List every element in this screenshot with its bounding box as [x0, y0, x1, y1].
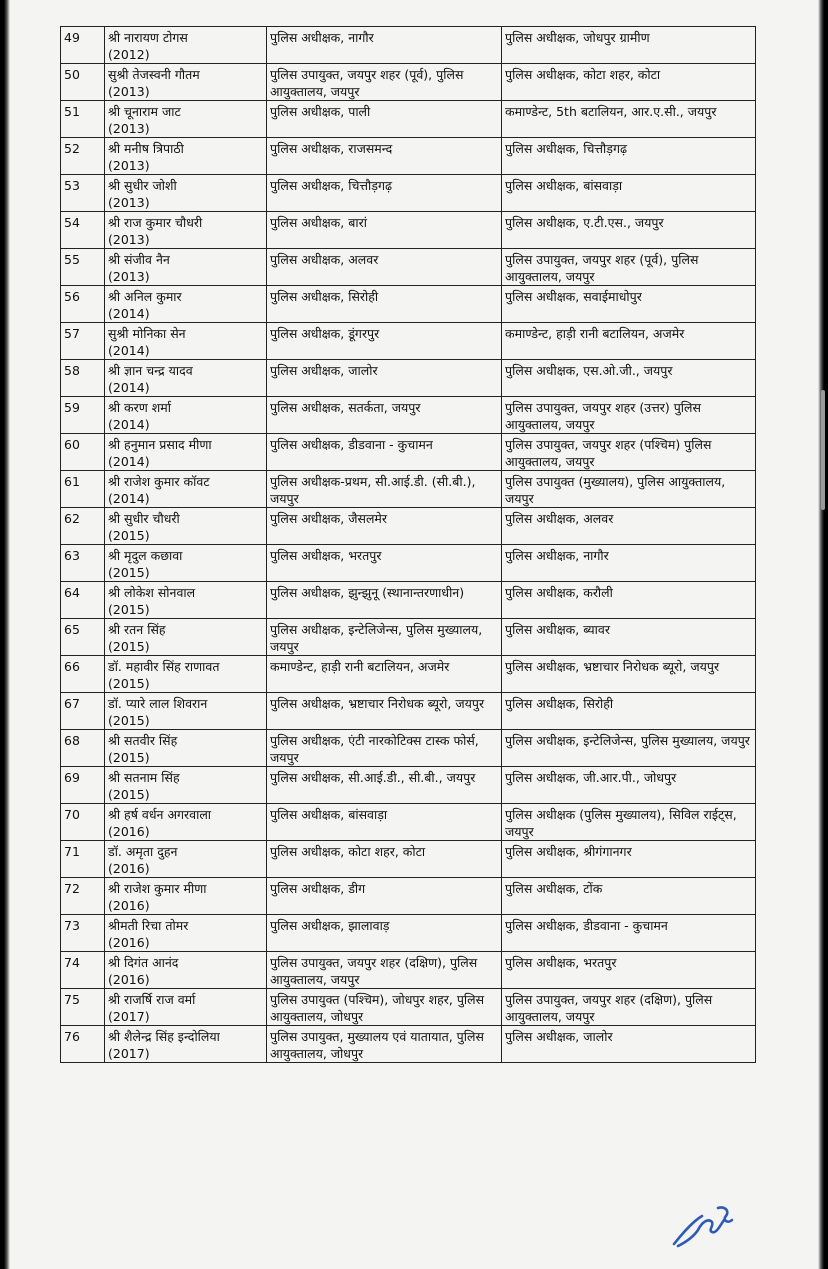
current-posting: पुलिस अधीक्षक, डीडवाना - कुचामन — [267, 434, 502, 471]
current-posting: पुलिस अधीक्षक, जालोर — [267, 360, 502, 397]
serial-number: 63 — [61, 545, 105, 582]
new-posting: पुलिस अधीक्षक (पुलिस मुख्यालय), सिविल राईट्स, जयपुर — [502, 804, 756, 841]
new-posting: पुलिस उपायुक्त, जयपुर शहर (पश्चिम) पुलिस आयुक्तालय, जयपुर — [502, 434, 756, 471]
serial-number: 76 — [61, 1026, 105, 1063]
table-row — [61, 397, 756, 434]
officer-batch: (2015) — [108, 602, 150, 617]
officer-batch: (2014) — [108, 343, 150, 358]
officer-batch: (2014) — [108, 417, 150, 432]
new-posting: पुलिस अधीक्षक, भरतपुर — [502, 952, 756, 989]
officer-batch: (2014) — [108, 306, 150, 321]
officer-name: श्री सतवीर सिंह — [108, 733, 178, 748]
officer-cell — [105, 64, 267, 101]
officer-name: सुश्री तेजस्वनी गौतम — [108, 67, 200, 82]
officer-cell — [105, 693, 267, 730]
officer-cell — [105, 360, 267, 397]
table-row — [61, 989, 756, 1026]
serial-number: 60 — [61, 434, 105, 471]
new-posting: पुलिस अधीक्षक, जी.आर.पी., जोधपुर — [502, 767, 756, 804]
transfer-table — [60, 26, 756, 1063]
new-posting: पुलिस अधीक्षक, बांसवाड़ा — [502, 175, 756, 212]
current-posting: पुलिस अधीक्षक, एंटी नारकोटिक्स टास्क फोर्स, जयपुर — [267, 730, 502, 767]
officer-cell — [105, 434, 267, 471]
table-row — [61, 471, 756, 508]
officer-batch: (2016) — [108, 898, 150, 913]
new-posting: कमाण्डेन्ट, 5th बटालियन, आर.ए.सी., जयपुर — [502, 101, 756, 138]
current-posting: पुलिस अधीक्षक, पाली — [267, 101, 502, 138]
table-row — [61, 915, 756, 952]
serial-number: 70 — [61, 804, 105, 841]
current-posting: पुलिस अधीक्षक, अलवर — [267, 249, 502, 286]
officer-cell — [105, 804, 267, 841]
current-posting: पुलिस उपायुक्त, जयपुर शहर (पूर्व), पुलिस आयुक्तालय, जयपुर — [267, 64, 502, 101]
new-posting: पुलिस अधीक्षक, एस.ओ.जी., जयपुर — [502, 360, 756, 397]
officer-cell — [105, 101, 267, 138]
officer-batch: (2015) — [108, 528, 150, 543]
serial-number: 54 — [61, 212, 105, 249]
new-posting: पुलिस अधीक्षक, चित्तौड़गढ़ — [502, 138, 756, 175]
current-posting: पुलिस अधीक्षक, इन्टेलिजेन्स, पुलिस मुख्यालय, जयपुर — [267, 619, 502, 656]
officer-batch: (2016) — [108, 861, 150, 876]
table-row — [61, 360, 756, 397]
current-posting: पुलिस अधीक्षक, भ्रष्टाचार निरोधक ब्यूरो, जयपुर — [267, 693, 502, 730]
officer-name: श्री लोकेश सोनवाल — [108, 585, 196, 600]
officer-name: श्री सतनाम सिंह — [108, 770, 180, 785]
table-row — [61, 212, 756, 249]
table-row — [61, 249, 756, 286]
serial-number: 67 — [61, 693, 105, 730]
officer-name: श्री संजीव नैन — [108, 252, 170, 267]
current-posting: पुलिस अधीक्षक, जैसलमेर — [267, 508, 502, 545]
serial-number: 58 — [61, 360, 105, 397]
officer-batch: (2012) — [108, 47, 150, 62]
officer-name: डॉ. प्यारे लाल शिवरान — [108, 696, 208, 711]
officer-batch: (2014) — [108, 380, 150, 395]
table-row — [61, 27, 756, 64]
officer-batch: (2013) — [108, 158, 150, 173]
officer-name: श्री मनीष त्रिपाठी — [108, 141, 184, 156]
current-posting: पुलिस अधीक्षक, सतर्कता, जयपुर — [267, 397, 502, 434]
new-posting: पुलिस अधीक्षक, टोंक — [502, 878, 756, 915]
officer-batch: (2015) — [108, 750, 150, 765]
table-row — [61, 101, 756, 138]
serial-number: 51 — [61, 101, 105, 138]
serial-number: 69 — [61, 767, 105, 804]
officer-name: श्री नारायण टोगस — [108, 30, 188, 45]
current-posting: पुलिस अधीक्षक, बारां — [267, 212, 502, 249]
officer-cell — [105, 767, 267, 804]
serial-number: 53 — [61, 175, 105, 212]
new-posting: पुलिस अधीक्षक, श्रीगंगानगर — [502, 841, 756, 878]
officer-cell — [105, 249, 267, 286]
serial-number: 55 — [61, 249, 105, 286]
current-posting: पुलिस अधीक्षक, भरतपुर — [267, 545, 502, 582]
current-posting: पुलिस अधीक्षक, झालावाड़ — [267, 915, 502, 952]
new-posting: पुलिस अधीक्षक, ए.टी.एस., जयपुर — [502, 212, 756, 249]
serial-number: 61 — [61, 471, 105, 508]
officer-cell — [105, 471, 267, 508]
officer-name: श्री राजेश कुमार कॉवट — [108, 474, 210, 489]
officer-name: श्री हनुमान प्रसाद मीणा — [108, 437, 212, 452]
officer-batch: (2017) — [108, 1046, 150, 1061]
current-posting: पुलिस अधीक्षक, डीग — [267, 878, 502, 915]
officer-batch: (2013) — [108, 232, 150, 247]
officer-name: श्री सुधीर चौधरी — [108, 511, 180, 526]
officer-name: श्री हर्ष वर्धन अगरवाला — [108, 807, 212, 822]
current-posting: पुलिस अधीक्षक, नागौर — [267, 27, 502, 64]
officer-batch: (2015) — [108, 676, 150, 691]
new-posting: पुलिस अधीक्षक, ब्यावर — [502, 619, 756, 656]
new-posting: पुलिस अधीक्षक, नागौर — [502, 545, 756, 582]
officer-name: श्री करण शर्मा — [108, 400, 171, 415]
table-row — [61, 804, 756, 841]
current-posting: पुलिस उपायुक्त, जयपुर शहर (दक्षिण), पुलिस आयुक्तालय, जयपुर — [267, 952, 502, 989]
officer-name: श्री राजेश कुमार मीणा — [108, 881, 207, 896]
table-row — [61, 64, 756, 101]
current-posting: पुलिस उपायुक्त, मुख्यालय एवं यातायात, पुलिस आयुक्तालय, जोधपुर — [267, 1026, 502, 1063]
officer-name: श्री ज्ञान चन्द्र यादव — [108, 363, 193, 378]
officer-cell — [105, 212, 267, 249]
officer-cell — [105, 508, 267, 545]
officer-batch: (2014) — [108, 454, 150, 469]
officer-cell — [105, 878, 267, 915]
new-posting: कमाण्डेन्ट, हाड़ी रानी बटालियन, अजमेर — [502, 323, 756, 360]
officer-cell — [105, 915, 267, 952]
table-row — [61, 286, 756, 323]
officer-batch: (2015) — [108, 639, 150, 654]
new-posting: पुलिस अधीक्षक, सिरोही — [502, 693, 756, 730]
table-row — [61, 841, 756, 878]
officer-cell — [105, 138, 267, 175]
officer-batch: (2014) — [108, 491, 150, 506]
screen-edge-left — [0, 0, 10, 1269]
table-row — [61, 952, 756, 989]
serial-number: 64 — [61, 582, 105, 619]
new-posting: पुलिस अधीक्षक, करौली — [502, 582, 756, 619]
table-row — [61, 434, 756, 471]
officer-name: श्री अनिल कुमार — [108, 289, 182, 304]
new-posting: पुलिस अधीक्षक, जोधपुर ग्रामीण — [502, 27, 756, 64]
new-posting: पुलिस अधीक्षक, सवाईमाधोपुर — [502, 286, 756, 323]
serial-number: 75 — [61, 989, 105, 1026]
new-posting: पुलिस अधीक्षक, कोटा शहर, कोटा — [502, 64, 756, 101]
new-posting: पुलिस अधीक्षक, इन्टेलिजेन्स, पुलिस मुख्यालय, जयपुर — [502, 730, 756, 767]
new-posting: पुलिस अधीक्षक, अलवर — [502, 508, 756, 545]
new-posting: पुलिस उपायुक्त, जयपुर शहर (पूर्व), पुलिस आयुक्तालय, जयपुर — [502, 249, 756, 286]
serial-number: 71 — [61, 841, 105, 878]
officer-cell — [105, 619, 267, 656]
scrollbar-thumb[interactable] — [821, 390, 825, 510]
officer-batch: (2016) — [108, 824, 150, 839]
serial-number: 59 — [61, 397, 105, 434]
new-posting: पुलिस अधीक्षक, डीडवाना - कुचामन — [502, 915, 756, 952]
serial-number: 72 — [61, 878, 105, 915]
officer-batch: (2016) — [108, 935, 150, 950]
officer-batch: (2013) — [108, 195, 150, 210]
officer-name: डॉ. महावीर सिंह राणावत — [108, 659, 220, 674]
new-posting: पुलिस उपायुक्त, जयपुर शहर (उत्तर) पुलिस आयुक्तालय, जयपुर — [502, 397, 756, 434]
serial-number: 66 — [61, 656, 105, 693]
officer-name: श्री दिगंत आनंद — [108, 955, 179, 970]
current-posting: पुलिस अधीक्षक, चित्तौड़गढ़ — [267, 175, 502, 212]
officer-batch: (2015) — [108, 713, 150, 728]
serial-number: 56 — [61, 286, 105, 323]
table-row — [61, 1026, 756, 1063]
officer-batch: (2013) — [108, 84, 150, 99]
table-row — [61, 693, 756, 730]
screen-edge-right — [818, 0, 828, 1269]
current-posting: पुलिस अधीक्षक, कोटा शहर, कोटा — [267, 841, 502, 878]
officer-cell — [105, 397, 267, 434]
new-posting: पुलिस अधीक्षक, जालोर — [502, 1026, 756, 1063]
officer-name: श्री सुधीर जोशी — [108, 178, 177, 193]
table-row — [61, 878, 756, 915]
new-posting: पुलिस उपायुक्त, जयपुर शहर (दक्षिण), पुलिस आयुक्तालय, जयपुर — [502, 989, 756, 1026]
officer-name: श्री राज कुमार चौधरी — [108, 215, 203, 230]
officer-name: श्री चूनाराम जाट — [108, 104, 181, 119]
officer-cell — [105, 656, 267, 693]
officer-name: श्री शैलेन्द्र सिंह इन्दोलिया — [108, 1029, 220, 1044]
officer-batch: (2015) — [108, 787, 150, 802]
serial-number: 74 — [61, 952, 105, 989]
officer-batch: (2013) — [108, 269, 150, 284]
current-posting: पुलिस अधीक्षक, झुन्झुनू (स्थानान्तरणाधीन) — [267, 582, 502, 619]
table-row — [61, 508, 756, 545]
serial-number: 65 — [61, 619, 105, 656]
officer-cell — [105, 989, 267, 1026]
officer-batch: (2015) — [108, 565, 150, 580]
officer-cell — [105, 582, 267, 619]
new-posting: पुलिस अधीक्षक, भ्रष्टाचार निरोधक ब्यूरो, जयपुर — [502, 656, 756, 693]
officer-batch: (2017) — [108, 1009, 150, 1024]
officer-batch: (2013) — [108, 121, 150, 136]
serial-number: 68 — [61, 730, 105, 767]
table-row — [61, 175, 756, 212]
table-row — [61, 582, 756, 619]
new-posting: पुलिस उपायुक्त (मुख्यालय), पुलिस आयुक्तालय, जयपुर — [502, 471, 756, 508]
serial-number: 73 — [61, 915, 105, 952]
officer-cell — [105, 545, 267, 582]
officer-cell — [105, 286, 267, 323]
serial-number: 57 — [61, 323, 105, 360]
table-row — [61, 619, 756, 656]
officer-name: डॉ. अमृता दुहन — [108, 844, 178, 859]
serial-number: 62 — [61, 508, 105, 545]
current-posting: पुलिस अधीक्षक-प्रथम, सी.आई.डी. (सी.बी.), जयपुर — [267, 471, 502, 508]
current-posting: पुलिस अधीक्षक, डूंगरपुर — [267, 323, 502, 360]
officer-cell — [105, 175, 267, 212]
officer-cell — [105, 323, 267, 360]
serial-number: 50 — [61, 64, 105, 101]
officer-name: श्री राजर्षि राज वर्मा — [108, 992, 196, 1007]
signature-mark — [668, 1196, 738, 1252]
table-row — [61, 545, 756, 582]
table-row — [61, 767, 756, 804]
current-posting: पुलिस अधीक्षक, बांसवाड़ा — [267, 804, 502, 841]
officer-cell — [105, 841, 267, 878]
serial-number: 52 — [61, 138, 105, 175]
officer-batch: (2016) — [108, 972, 150, 987]
table-row — [61, 138, 756, 175]
serial-number: 49 — [61, 27, 105, 64]
table-row — [61, 656, 756, 693]
officer-name: श्री रतन सिंह — [108, 622, 166, 637]
table-row — [61, 730, 756, 767]
officer-cell — [105, 1026, 267, 1063]
officer-cell — [105, 952, 267, 989]
table-row — [61, 323, 756, 360]
current-posting: पुलिस अधीक्षक, राजसमन्द — [267, 138, 502, 175]
officer-cell — [105, 730, 267, 767]
current-posting: पुलिस अधीक्षक, सी.आई.डी., सी.बी., जयपुर — [267, 767, 502, 804]
current-posting: कमाण्डेन्ट, हाड़ी रानी बटालियन, अजमेर — [267, 656, 502, 693]
officer-name: श्री मृदुल कछावा — [108, 548, 183, 563]
officer-name: सुश्री मोनिका सेन — [108, 326, 186, 341]
current-posting: पुलिस अधीक्षक, सिरोही — [267, 286, 502, 323]
officer-name: श्रीमती रिचा तोमर — [108, 918, 189, 933]
current-posting: पुलिस उपायुक्त (पश्चिम), जोधपुर शहर, पुलिस आयुक्तालय, जोधपुर — [267, 989, 502, 1026]
transfer-table-body — [61, 27, 756, 1063]
officer-cell — [105, 27, 267, 64]
